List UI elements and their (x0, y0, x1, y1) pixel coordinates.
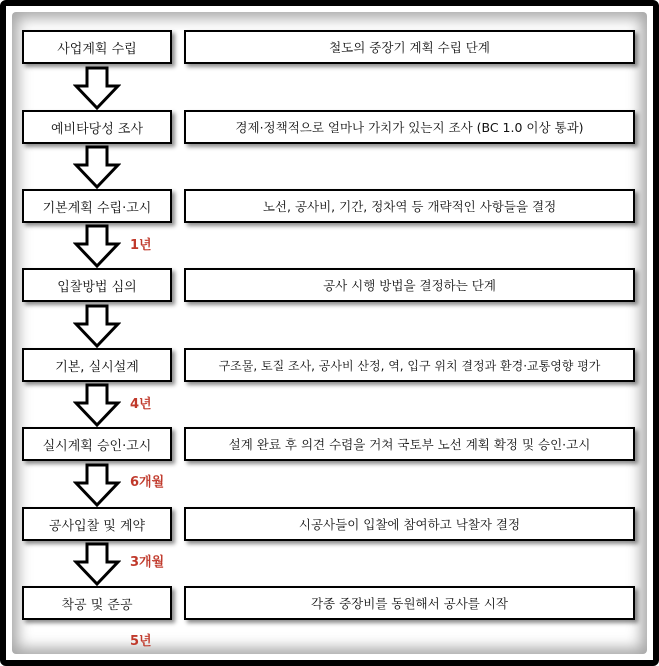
step-2-desc-box (184, 110, 635, 144)
down-arrow-icon (73, 304, 121, 348)
step-4-desc: 공사 시행 방법을 결정하는 단계 (323, 278, 496, 293)
step-3-label: 기본계획 수립·고시 (42, 200, 152, 216)
step-6-label: 실시계획 승인·고시 (42, 438, 152, 454)
step-1-desc-box (184, 30, 635, 64)
step-2-box (22, 110, 172, 144)
step-7-desc: 시공사들이 입찰에 참여하고 낙찰자 결정 (298, 517, 521, 532)
step-2-label: 예비타당성 조사 (50, 121, 144, 137)
step-4-desc-box (184, 268, 635, 302)
step-1-desc: 철도의 중장기 계획 수립 단계 (329, 40, 490, 55)
step-4-label: 입찰방법 심의 (57, 279, 137, 295)
step-1-box (22, 30, 172, 64)
duration-label-contract: 3개월 (130, 555, 165, 570)
step-3-desc-box (184, 189, 635, 223)
down-arrow-icon (73, 542, 121, 586)
down-arrow-icon (73, 463, 121, 507)
down-arrow-icon (73, 224, 121, 268)
duration-label-design: 4년 (130, 397, 152, 412)
step-5-desc: 구조물, 토질 조사, 공사비 산정, 역, 입구 위치 결정과 환경·교통영향 평가 (218, 358, 601, 373)
step-5-desc-box (184, 348, 635, 382)
step-5-label: 기본, 실시설계 (55, 359, 139, 375)
duration-label-construction: 5년 (130, 634, 152, 649)
step-6-box (22, 427, 172, 461)
step-3-box (22, 189, 172, 223)
down-arrow-icon (73, 145, 121, 189)
step-6-desc-box (184, 427, 635, 461)
duration-label-approval: 6개월 (130, 475, 165, 490)
step-7-box (22, 507, 172, 541)
step-6-desc: 설계 완료 후 의견 수렴을 거쳐 국토부 노선 계획 확정 및 승인·고시 (228, 437, 591, 452)
step-4-box (22, 268, 172, 302)
duration-label-basic-plan: 1년 (130, 238, 152, 253)
step-8-label: 착공 및 준공 (61, 597, 133, 613)
step-7-label: 공사입찰 및 계약 (48, 518, 146, 534)
down-arrow-icon (73, 66, 121, 110)
step-8-box (22, 586, 172, 620)
step-7-desc-box (184, 507, 635, 541)
down-arrow-icon (73, 383, 121, 427)
step-8-desc-box (184, 586, 635, 620)
step-1-label: 사업계획 수립 (57, 41, 137, 57)
step-8-desc: 각종 중장비를 동원해서 공사를 시작 (310, 596, 509, 611)
step-3-desc: 노선, 공사비, 기간, 정차역 등 개략적인 사항들을 결정 (262, 199, 557, 214)
step-5-box (22, 348, 172, 382)
step-2-desc: 경제·정책적으로 얼마나 가치가 있는지 조사 (BC 1.0 이상 통과) (235, 120, 584, 135)
